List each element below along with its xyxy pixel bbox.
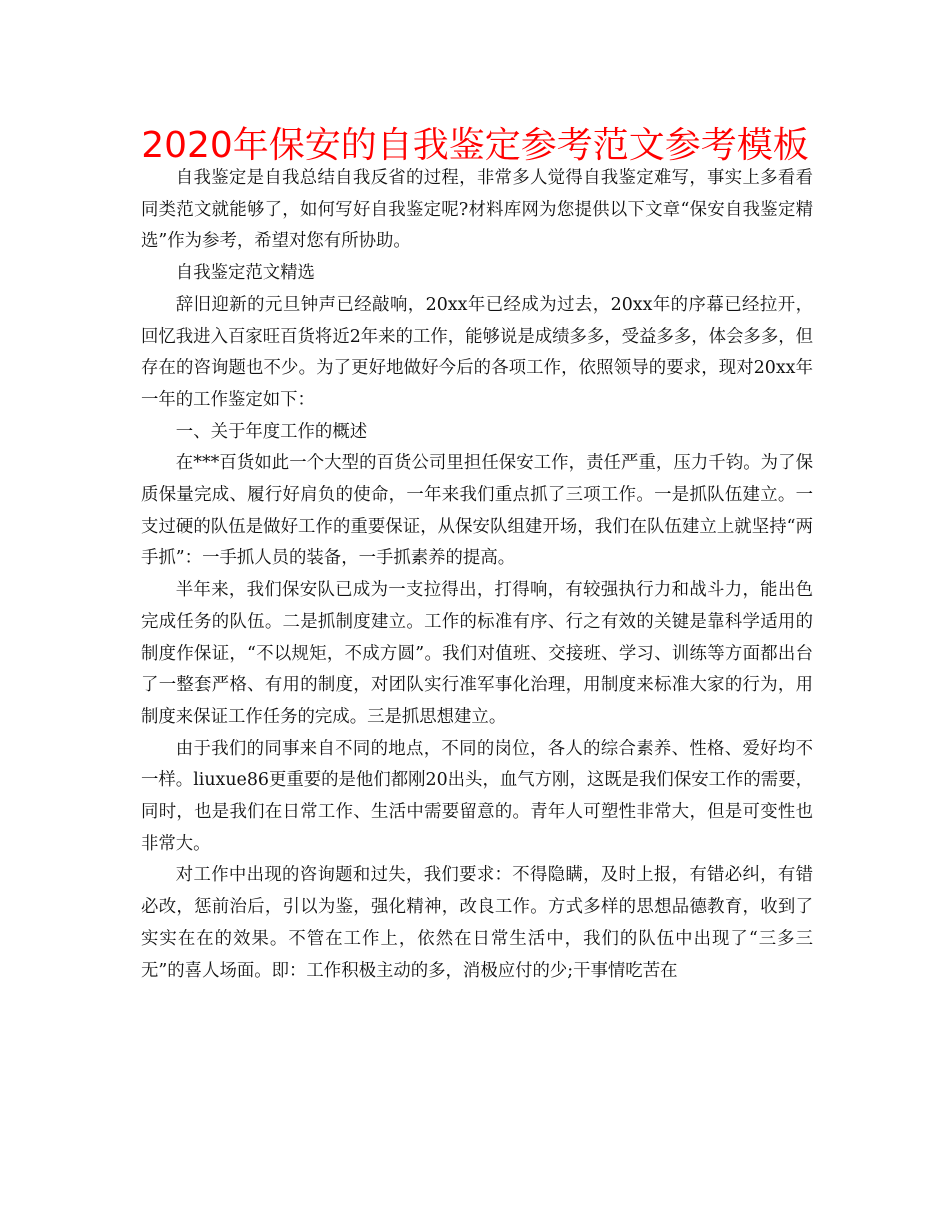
paragraph-section-heading: 一、关于年度工作的概述 (175, 421, 368, 442)
document-title: 2020年保安的自我鉴定参考范文参考模板 (141, 125, 809, 166)
document-body (141, 163, 813, 987)
paragraph-opening: 辞旧迎新的元旦钟声已经敲响，20xx年已经成为过去，20xx年的序幕已经拉开，回忆我进入百家旺百货将近2年来的工作，能够说是成绩多多，受益多多，体会多多，但存在的咨询题也不少。为了更好地做好今后的各项工作，依照领导的要求，现对20xx年一年的工作鉴定如下： (141, 294, 813, 410)
paragraph-work-overview: 在***百货如此一个大型的百货公司里担任保安工作，责任严重，压力千钧。为了保质保量完成、履行好肩负的使命，一年来我们重点抓了三项工作。一是抓队伍建立。一支过硬的队伍是做好工作的重要保证，从保安队组建开场，我们在队伍建立上就坚持“两手抓”：一手抓人员的装备，一手抓素养的提高。 (141, 453, 813, 569)
paragraph-intro: 自我鉴定是自我总结自我反省的过程，非常多人觉得自我鉴定难写，事实上多看看同类范文就能够了，如何写好自我鉴定呢?材料库网为您提供以下文章“保安自我鉴定精选”作为参考，希望对您有所协助。 (141, 168, 813, 252)
paragraph-colleagues: 由于我们的同事来自不同的地点，不同的岗位，各人的综合素养、性格、爱好均不一样。liuxue86更重要的是他们都刚20出头，血气方刚，这既是我们保安工作的需要，同时，也是我们在日常工作、生活中需要留意的。青年人可塑性非常大，但是可变性也非常大。 (141, 738, 813, 854)
paragraph-heading-sample: 自我鉴定范文精选 (175, 263, 315, 284)
paragraph-requirements: 对工作中出现的咨询题和过失，我们要求：不得隐瞒，及时上报，有错必纠，有错必改，惩前治后，引以为鉴，强化精神，改良工作。方式多样的思想品德教育，收到了实实在在的效果。不管在工作上，依然在日常生活中，我们的队伍中出现了“三多三无”的喜人场面。即：工作积极主动的多，消极应付的少;干事情吃苦在 (141, 865, 813, 981)
paragraph-team-building: 半年来，我们保安队已成为一支拉得出，打得响，有较强执行力和战斗力，能出色完成任务的队伍。二是抓制度建立。工作的标准有序、行之有效的关键是靠科学适用的制度作保证，“不以规矩，不成方圆”。我们对值班、交接班、学习、训练等方面都出台了一整套严格、有用的制度，对团队实行准军事化治理，用制度来标准大家的行为，用制度来保证工作任务的完成。三是抓思想建立。 (141, 580, 813, 727)
